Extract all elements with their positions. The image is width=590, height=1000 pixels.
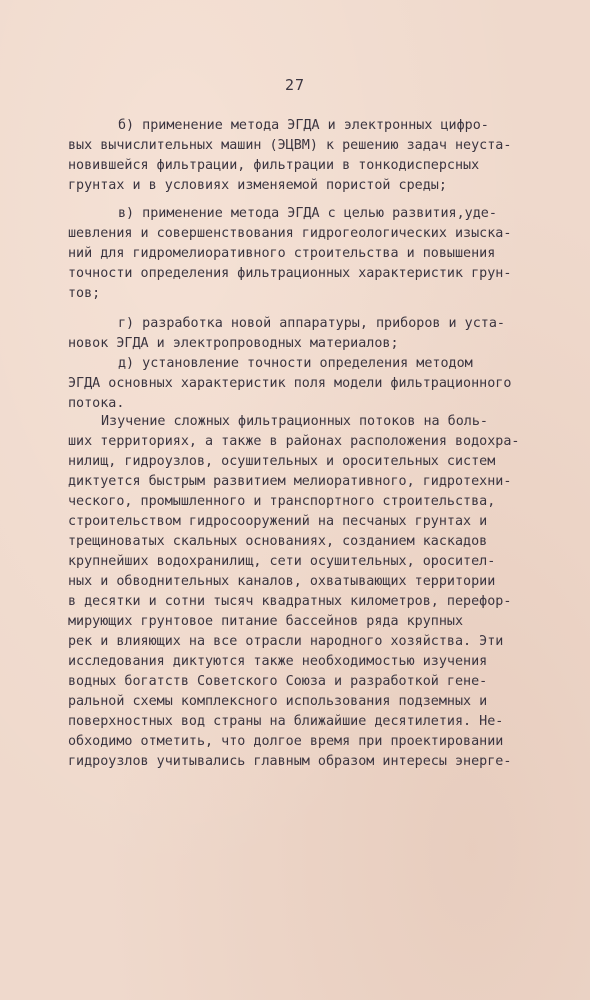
text-line: новок ЭГДА и электропроводных материалов; bbox=[68, 336, 399, 351]
text-line: ральной схемы комплексного использования подземных и bbox=[68, 694, 488, 709]
text-line: обходимо отметить, что долгое время при проектировании bbox=[68, 734, 504, 749]
text-line: шевления и совершенствования гидрогеологических изыска- bbox=[68, 226, 512, 241]
text-line: б) применение метода ЭГДА и электронных цифро- bbox=[118, 118, 489, 133]
text-line: ческого, промышленного и транспортного строительства, bbox=[68, 494, 496, 509]
text-line: ных и обводнительных каналов, охватывающих территории bbox=[68, 574, 496, 589]
text-line: ЭГДА основных характеристик поля модели фильтрационного bbox=[68, 376, 512, 391]
text-line: потока. bbox=[68, 396, 125, 411]
text-line: в) применение метода ЭГДА с целью развития,уде- bbox=[118, 206, 497, 221]
text-line: вых вычислительных машин (ЭЦВМ) к решению задач неуста- bbox=[68, 138, 512, 153]
text-line: г) разработка новой аппаратуры, приборов и уста- bbox=[118, 316, 505, 331]
text-line: строительством гидросооружений на песчаных грунтах и bbox=[68, 514, 488, 529]
text-line: тов; bbox=[68, 286, 101, 301]
text-line: крупнейших водохранилищ, сети осушительных, оросител- bbox=[68, 554, 496, 569]
text-line: грунтах и в условиях изменяемой пористой среды; bbox=[68, 178, 447, 193]
text-line: гидроузлов учитывались главным образом интересы энерге- bbox=[68, 754, 512, 769]
text-line: исследования диктуются также необходимостью изучения bbox=[68, 654, 488, 669]
text-line: поверхностных вод страны на ближайшие десятилетия. Не- bbox=[68, 714, 504, 729]
text-line: Изучение сложных фильтрационных потоков на боль- bbox=[101, 414, 488, 429]
text-line: точности определения фильтрационных характеристик грун- bbox=[68, 266, 512, 281]
text-line: новившейся фильтрации, фильтрации в тонкодисперсных bbox=[68, 158, 480, 173]
text-line: ших территориях, а также в районах расположения водохра- bbox=[68, 434, 520, 449]
text-line: нилищ, гидроузлов, осушительных и оросительных систем bbox=[68, 454, 496, 469]
text-line: рек и влияющих на все отрасли народного хозяйства. Эти bbox=[68, 634, 504, 649]
text-line: диктуется быстрым развитием мелиоративного, гидротехни- bbox=[68, 474, 512, 489]
page-number: 27 bbox=[284, 76, 306, 94]
text-line: в десятки и сотни тысяч квадратных километров, перефор- bbox=[68, 594, 512, 609]
text-line: водных богатств Советского Союза и разработкой гене- bbox=[68, 674, 488, 689]
text-line: ний для гидромелиоративного строительства и повышения bbox=[68, 246, 496, 261]
text-line: трещиноватых скальных основаниях, созданием каскадов bbox=[68, 534, 488, 549]
text-line: мирующих грунтовое питание бассейнов ряда крупных bbox=[68, 614, 464, 629]
text-line: д) установление точности определения методом bbox=[118, 356, 473, 371]
